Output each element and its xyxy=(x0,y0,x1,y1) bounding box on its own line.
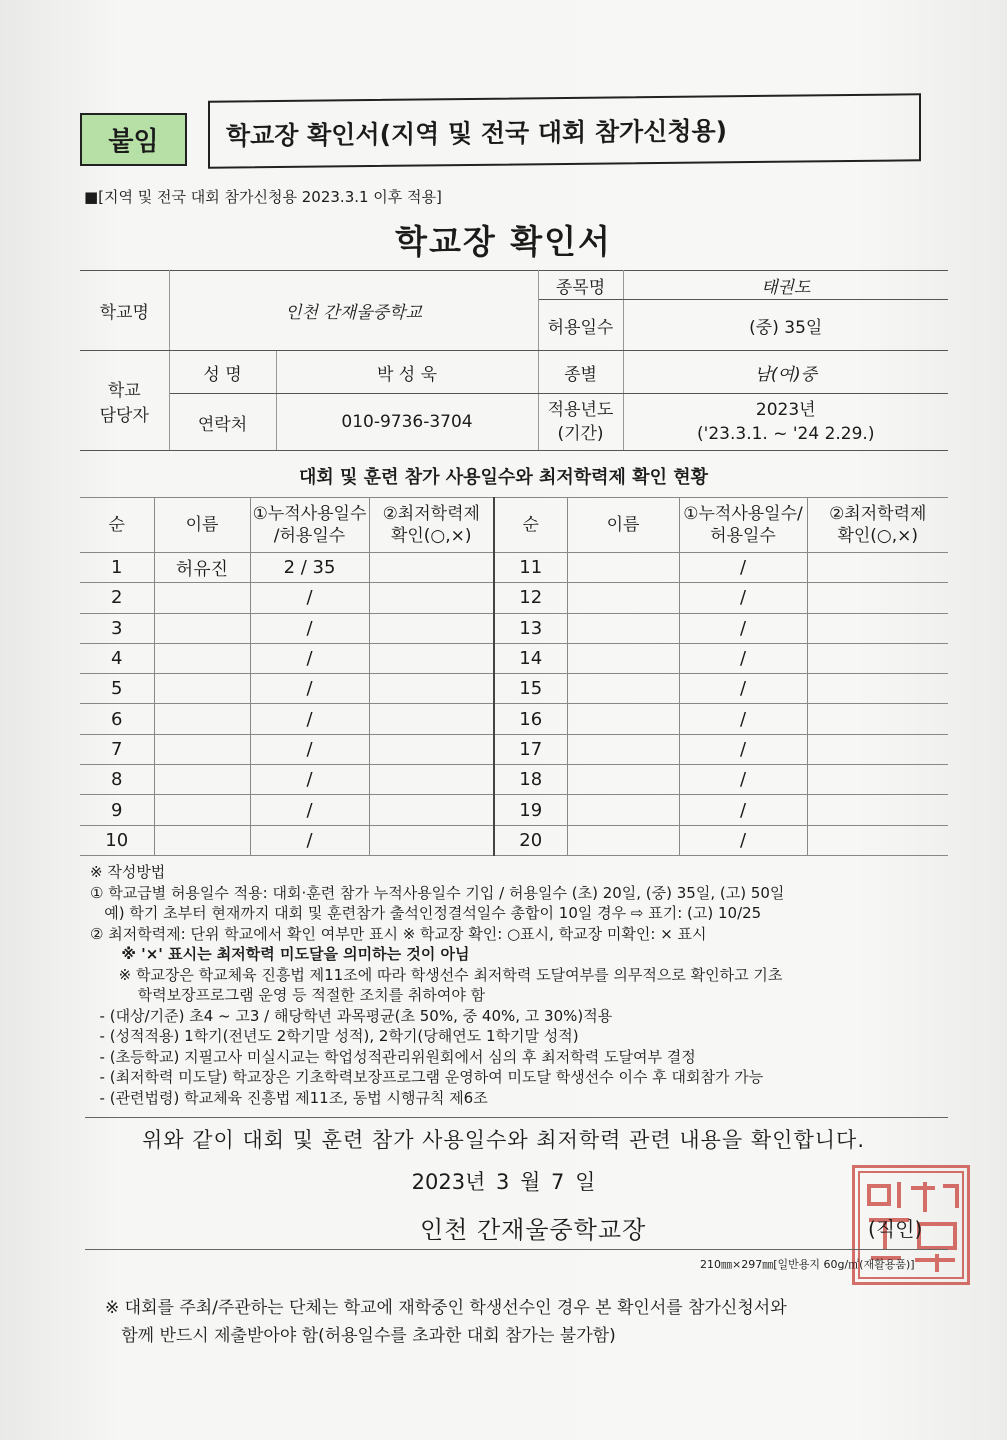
student-name xyxy=(154,674,250,704)
manager-label-line2: 담당자 xyxy=(99,405,149,426)
allowed-days-value: (중) 35일 xyxy=(623,300,948,351)
minimum-check xyxy=(807,613,948,643)
usage-table xyxy=(80,497,948,856)
row-number: 3 xyxy=(80,613,154,643)
student-name xyxy=(154,613,250,643)
col-num-left: 순 xyxy=(80,498,154,553)
table-row xyxy=(80,795,948,825)
usage-days: / xyxy=(250,795,369,825)
instruction-line: - (성적적용) 1학기(전년도 2학기말 성적), 2학기(당해연도 1학기말 성적) xyxy=(90,1027,579,1045)
document-title: 학교장 확인서 xyxy=(395,222,612,261)
row-number: 20 xyxy=(494,825,567,855)
row-number: 8 xyxy=(80,765,154,795)
col-minimum-right xyxy=(807,498,948,553)
section-title: 대회 및 훈련 참가 사용일수와 최저학력제 확인 현황 xyxy=(298,467,708,488)
col-days-left-line1: ①누적사용일수 xyxy=(252,504,367,524)
student-name xyxy=(154,795,250,825)
minimum-check xyxy=(807,583,948,613)
minimum-check xyxy=(369,765,494,795)
manager-label-line1: 학교 xyxy=(107,380,141,401)
minimum-check xyxy=(369,553,494,583)
minimum-check xyxy=(807,674,948,704)
submission-note xyxy=(105,1294,787,1350)
allowed-days-label: 허용일수 xyxy=(538,300,623,351)
attachment-tag: 붙임 xyxy=(80,113,187,166)
instruction-line: - (초등학교) 지필고사 미실시교는 학업성적관리위원회에서 심의 후 최저학력 도달여부 결정 xyxy=(90,1047,696,1066)
student-name xyxy=(154,734,250,764)
student-name: 허유진 xyxy=(154,553,250,583)
student-name xyxy=(154,583,250,613)
confirm-statement: 위와 같이 대회 및 훈련 참가 사용일수와 최저학력 관련 내용을 확인합니다. xyxy=(141,1128,865,1152)
usage-days: / xyxy=(679,643,807,673)
minimum-check xyxy=(369,704,494,734)
row-number: 5 xyxy=(80,674,154,704)
writing-instructions xyxy=(90,862,950,1108)
minimum-check xyxy=(807,734,948,764)
header-title: 학교장 확인서(지역 및 전국 대회 참가신청용) xyxy=(226,116,728,151)
instruction-line: ① 학교급별 허용일수 적용: 대회·훈련 참가 누적사용일수 기입 / 허용일수 (초) 20일, (중) 35일, (고) 50일 xyxy=(90,883,785,902)
student-name xyxy=(567,583,679,613)
seal-label: (직인) xyxy=(868,1217,923,1241)
col-days-left-line2: /허용일수 xyxy=(273,526,346,546)
instruction-line: - (최저학력 미도달) 학교장은 기초학력보장프로그램 운영하여 미도달 학생선수 이수 후 대회참가 가능 xyxy=(90,1068,764,1086)
usage-days: / xyxy=(250,765,369,795)
usage-days: / xyxy=(679,553,807,583)
period-label xyxy=(538,394,623,451)
divider-top xyxy=(85,1117,948,1118)
minimum-check xyxy=(807,825,948,855)
col-days-right xyxy=(679,498,807,553)
minimum-check xyxy=(369,825,494,855)
table-row xyxy=(80,553,948,583)
usage-days: / xyxy=(679,734,807,764)
minimum-check xyxy=(807,704,948,734)
row-number: 4 xyxy=(80,643,154,673)
instruction-line: - (관련법령) 학교체육 진흥법 제11조, 동법 시행규칙 제6조 xyxy=(90,1088,488,1107)
usage-days: / xyxy=(679,583,807,613)
usage-days: / xyxy=(250,613,369,643)
col-minimum-left-line1: ②최저학력제 xyxy=(382,504,480,524)
row-number: 11 xyxy=(494,553,567,583)
col-minimum-left xyxy=(369,498,494,553)
col-minimum-right-line2: 확인(○,×) xyxy=(837,526,919,546)
student-name xyxy=(154,825,250,855)
instruction-line: ※ '×' 표시는 최저학력 미도달을 의미하는 것이 아님 xyxy=(90,945,470,963)
usage-days: / xyxy=(250,825,369,855)
row-number: 13 xyxy=(494,613,567,643)
usage-days: / xyxy=(679,795,807,825)
period-label-line1: 적용년도 xyxy=(547,400,614,420)
minimum-check xyxy=(369,674,494,704)
minimum-check xyxy=(807,795,948,825)
minimum-check xyxy=(807,553,948,583)
student-name xyxy=(567,674,679,704)
student-name xyxy=(567,795,679,825)
contact-label: 연락처 xyxy=(169,394,276,451)
usage-days: / xyxy=(679,704,807,734)
col-name-right: 이름 xyxy=(567,498,679,553)
name-value: 박 성 욱 xyxy=(276,351,538,394)
instruction-line: ※ 학교장은 학교체육 진흥법 제11조에 따라 학생선수 최저학력 도달여부를 의무적으로 확인하고 기초 xyxy=(90,965,783,984)
minimum-check xyxy=(807,765,948,795)
table-row xyxy=(80,643,948,673)
minimum-check xyxy=(369,734,494,764)
period-range: ('23.3.1. ~ '24 2.29.) xyxy=(697,424,875,444)
usage-days: / xyxy=(250,643,369,673)
gender-label: 종별 xyxy=(538,351,623,394)
col-num-right: 순 xyxy=(494,498,567,553)
applicability-note: ■[지역 및 전국 대회 참가신청용 2023.3.1 이후 적용] xyxy=(84,188,442,206)
sport-label: 종목명 xyxy=(538,271,623,300)
col-minimum-right-line1: ②최저학력제 xyxy=(829,504,927,524)
divider-bottom xyxy=(85,1249,948,1250)
instruction-line: ※ 작성방법 xyxy=(90,863,166,881)
col-minimum-left-line2: 확인(○,×) xyxy=(390,526,472,546)
student-name xyxy=(567,704,679,734)
manager-label xyxy=(80,351,169,451)
row-number: 10 xyxy=(80,825,154,855)
row-number: 12 xyxy=(494,583,567,613)
student-name xyxy=(567,643,679,673)
paper-spec: 210㎜×297㎜[일반용지 60g/㎡(재활용품)] xyxy=(700,1258,915,1271)
usage-days: / xyxy=(250,734,369,764)
student-name xyxy=(154,704,250,734)
usage-days: / xyxy=(250,704,369,734)
row-number: 1 xyxy=(80,553,154,583)
table-row xyxy=(80,825,948,855)
minimum-check xyxy=(369,643,494,673)
school-label: 학교명 xyxy=(80,271,169,351)
gender-value: 남(여)중 xyxy=(623,351,948,394)
usage-days: 2 / 35 xyxy=(250,553,369,583)
row-number: 9 xyxy=(80,795,154,825)
minimum-check xyxy=(369,613,494,643)
table-row xyxy=(80,583,948,613)
usage-table-body xyxy=(80,553,948,856)
contact-value: 010-9736-3704 xyxy=(276,394,538,451)
row-number: 16 xyxy=(494,704,567,734)
col-name-left: 이름 xyxy=(154,498,250,553)
usage-days: / xyxy=(250,583,369,613)
year-value: 2023년 xyxy=(755,400,816,420)
row-number: 18 xyxy=(494,765,567,795)
row-number: 6 xyxy=(80,704,154,734)
school-name: 인천 간재울중학교 xyxy=(169,271,538,351)
row-number: 17 xyxy=(494,734,567,764)
issue-date: 2023년 3 월 7 일 xyxy=(411,1170,596,1194)
student-name xyxy=(567,613,679,643)
instruction-line: 학력보장프로그램 운영 등 적절한 조치를 취하여야 함 xyxy=(90,986,486,1004)
row-number: 2 xyxy=(80,583,154,613)
usage-days: / xyxy=(250,674,369,704)
principal-name: 인천 간재울중학교장 xyxy=(420,1216,647,1244)
submission-note-line2: 함께 반드시 제출받아야 함(허용일수를 초과한 대회 참가는 불가함) xyxy=(105,1326,616,1346)
col-days-left xyxy=(250,498,369,553)
info-table xyxy=(80,270,948,451)
instruction-line: - (대상/기준) 초4 ~ 고3 / 해당학년 과목평균(초 50%, 중 40%, 고 30%)적용 xyxy=(90,1006,613,1025)
minimum-check xyxy=(369,795,494,825)
row-number: 19 xyxy=(494,795,567,825)
usage-days: / xyxy=(679,613,807,643)
instruction-line: ② 최저학력제: 단위 학교에서 확인 여부만 표시 ※ 학교장 확인: ○표시, 학교장 미확인: × 표시 xyxy=(90,924,707,943)
submission-note-line1: ※ 대회를 주최/주관하는 단체는 학교에 재학중인 학생선수인 경우 본 확인서를 참가신청서와 xyxy=(105,1298,787,1318)
table-row xyxy=(80,765,948,795)
instruction-line: 예) 학기 초부터 현재까지 대회 및 훈련참가 출석인정결석일수 총합이 10일 경우 ⇨ 표기: (고) 10/25 xyxy=(90,904,762,922)
usage-days: / xyxy=(679,825,807,855)
usage-days: / xyxy=(679,674,807,704)
header-title-box xyxy=(208,93,921,168)
student-name xyxy=(154,765,250,795)
period-label-line2: (기간) xyxy=(557,424,604,444)
sport-value: 태권도 xyxy=(623,271,948,300)
student-name xyxy=(567,825,679,855)
usage-days: / xyxy=(679,765,807,795)
col-days-right-line1: ①누적사용일수/ xyxy=(683,504,803,524)
row-number: 7 xyxy=(80,734,154,764)
student-name xyxy=(567,553,679,583)
table-row xyxy=(80,704,948,734)
student-name xyxy=(567,765,679,795)
minimum-check xyxy=(807,643,948,673)
table-row xyxy=(80,613,948,643)
name-label: 성 명 xyxy=(169,351,276,394)
period-value xyxy=(623,394,948,451)
row-number: 14 xyxy=(494,643,567,673)
student-name xyxy=(154,643,250,673)
minimum-check xyxy=(369,583,494,613)
student-name xyxy=(567,734,679,764)
table-row xyxy=(80,734,948,764)
row-number: 15 xyxy=(494,674,567,704)
col-days-right-line2: 허용일수 xyxy=(710,526,776,546)
table-row xyxy=(80,674,948,704)
